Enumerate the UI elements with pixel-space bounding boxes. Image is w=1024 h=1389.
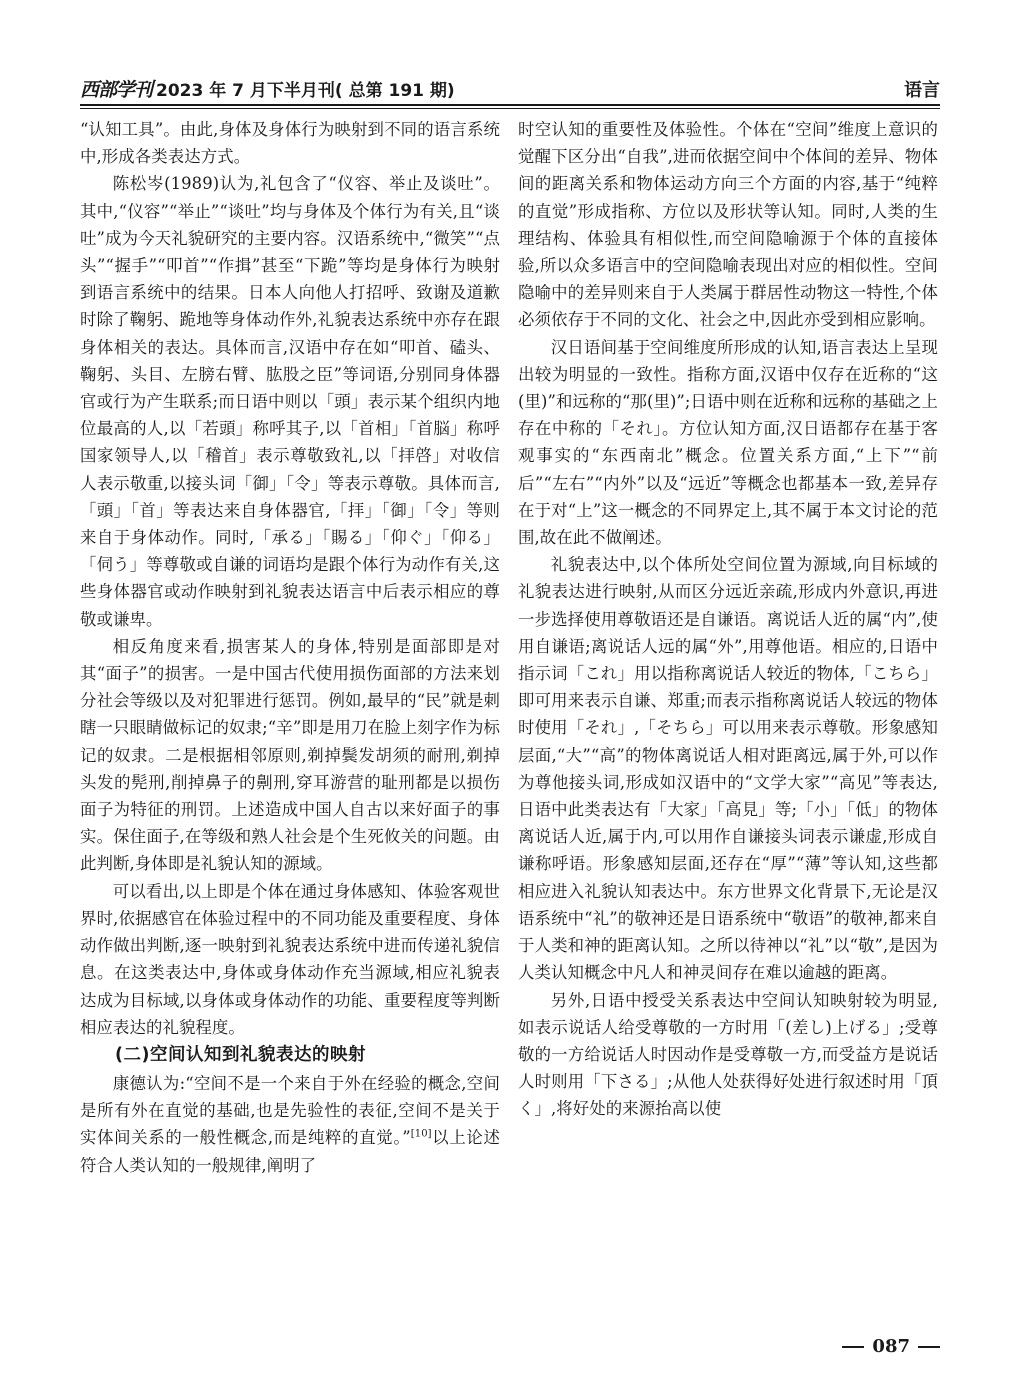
issue-info: 2023 年 7 月下半月刊( 总第 191 期)	[156, 81, 455, 101]
paragraph-text: 以上论述符合人类认知的一般规律,阐明了	[80, 1128, 500, 1175]
paragraph	[80, 633, 500, 878]
left-column	[80, 116, 500, 1179]
page-number: 087	[872, 1336, 910, 1357]
paragraph	[518, 334, 938, 552]
header-rule-thin	[80, 108, 940, 109]
journal-logo: 西部学刊	[80, 79, 153, 101]
citation-ref: [10]	[410, 1128, 432, 1140]
paragraph-text: “认知工具”。由此,身体及身体行为映射到不同的语言系统中,形成各类表达方式。	[80, 120, 500, 167]
right-column	[518, 116, 938, 1123]
footer-dash-left	[842, 1346, 864, 1348]
page-footer	[842, 1336, 940, 1357]
header-rule-thick	[80, 104, 940, 106]
running-header	[80, 64, 940, 104]
paragraph	[518, 116, 938, 334]
paragraph-text: 陈松岑(1989)认为,礼包含了“仪容、举止及谈吐”。其中,“仪容”“举止”“谈吐”均与身体及个体行为有关,且“谈吐”成为今天礼貌研究的主要内容。汉语系统中,“微笑”“点头”“握手”“叩首”“作揖”甚至“下跪”等均是身体行为映射到语言系统中的结果。日本人向他人打招呼、致谢及道歉时除了鞠躬、跪地等身体动作外,礼貌表达系统中亦存在跟身体相关的表达。具体而言,汉语中存在如“叩首、磕头、鞠躬、头目、左膀右臂、肱股之臣”等词语,分别同身体器官或行为产生联系;而日语中则以「頭」表示某个组织内地位最高的人,以「若頭」称呼其子,以「首相」「首脳」称呼国家领导人,以「稽首」表示尊敬致礼,以「拝啓」对收信人表示敬重,以接头词「御」「令」等表示尊敬。具体而言,「頭」「首」等表达来自身体器官,「拝」「御」「令」等则来自于身体动作。同时,「承る」「賜る」「仰ぐ」「仰る」「伺う」等尊敬或自谦的词语均是跟个体行为动作有关,这些身体器官或动作映射到礼貌表达语言中后表示相应的尊敬或谦卑。	[80, 174, 500, 629]
paragraph-text: 另外,日语中授受关系表达中空间认知映射较为明显,如表示说话人给受尊敬的一方时用「(差し)上げる」;受尊敬的一方给说话人时因动作是受尊敬一方,而受益方是说话人时则用「下さる」;从他人处获得好处进行叙述时用「頂く」,将好处的来源抬高以使	[518, 990, 938, 1119]
paragraph-text: 康德认为:“空间不是一个来自于外在经验的概念,空间是所有外在直觉的基础,也是先验性的表征,空间不是关于实体间关系的一般性概念,而是纯粹的直觉。”	[80, 1073, 500, 1148]
paragraph-text: 礼貌表达中,以个体所处空间位置为源域,向目标域的礼貌表达进行映射,从而区分远近亲疏,形成内外意识,再进一步选择使用尊敬语还是自谦语。离说话人近的属“内”,使用自谦语;离说话人远的属“外”,用尊他语。相应的,日语中指示词「これ」用以指称离说话人较近的物体,「こちら」即可用来表示自谦、郑重;而表示指称离说话人较远的物体时使用「それ」,「そちら」可以用来表示尊敬。形象感知层面,“大”“高”的物体离说话人相对距离远,属于外,可以作为尊他接头词,形成如汉语中的“文学大家”“高见”等表达,日语中此类表达有「大家」「高見」等;「小」「低」的物体离说话人近,属于内,可以用作自谦接头词表示谦虚,形成自谦称呼语。形象感知层面,还存在“厚”“薄”等认知,这些都相应进入礼貌认知表达中。东方世界文化背景下,无论是汉语系统中“礼”的敬神还是日语系统中“敬语”的敬神,都来自于人类和神的距离认知。之所以待神以“礼”以“敬”,是因为人类认知概念中凡人和神灵间存在难以逾越的距离。	[518, 555, 938, 983]
journal-issue-line	[80, 81, 455, 104]
paragraph-text: 时空认知的重要性及体验性。个体在“空间”维度上意识的觉醒下区分出“自我”,进而依据空间中个体间的差异、物体间的距离关系和物体运动方向三个方面的内容,基于“纯粹的直觉”形成指称、方位以及形状等认知。同时,人类的生理结构、体验具有相似性,而空间隐喻源于个体的直接体验,所以众多语言中的空间隐喻表现出对应的相似性。空间隐喻中的差异则来自于人类属于群居性动物这一特性,个体必须依存于不同的文化、社会之中,因此亦受到相应影响。	[518, 120, 938, 330]
paragraph	[80, 116, 500, 170]
paragraph	[80, 1070, 500, 1179]
paragraph	[518, 551, 938, 986]
paragraph-text: 汉日语间基于空间维度所形成的认知,语言表达上呈现出较为明显的一致性。指称方面,汉语中仅存在近称的“这(里)”和远称的“那(里)”;日语中则在近称和远称的基础之上存在中称的「それ」。方位认知方面,汉日语都存在基于客观事实的“东西南北”概念。位置关系方面,“上下”“前后”“左右”“内外”以及“远近”等概念也都基本一致,差异存在于对“上”这一概念的不同界定上,其不属于本文讨论的范围,故在此不做阐述。	[518, 337, 938, 548]
paragraph-text: 可以看出,以上即是个体在通过身体感知、体验客观世界时,依据感官在体验过程中的不同功能及重要程度、身体动作做出判断,逐一映射到礼貌表达系统中进而传递礼貌信息。在这类表达中,身体或身体动作充当源域,相应礼貌表达成为目标域,以身体或身体动作的功能、重要程度等判断相应表达的礼貌程度。	[80, 881, 500, 1037]
paragraph	[80, 878, 500, 1041]
paragraph	[80, 170, 500, 632]
paragraph	[518, 987, 938, 1123]
footer-dash-right	[918, 1346, 940, 1348]
section-name: 语言	[904, 80, 940, 101]
section-heading: (二)空间认知到礼貌表达的映射	[115, 1044, 366, 1065]
paragraph-text: 相反角度来看,损害某人的身体,特别是面部即是对其“面子”的损害。一是中国古代使用损伤面部的方法来划分社会等级以及对犯罪进行惩罚。例如,最早的“民”就是刺瞎一只眼睛做标记的奴隶;“辛”即是用刀在脸上刻字作为标记的奴隶。二是根据相邻原则,剃掉鬓发胡须的耐刑,剃掉头发的髡刑,削掉鼻子的劓刑,穿耳游营的耻刑都是以损伤面子为特征的刑罚。上述造成中国人自古以来好面子的事实。保住面子,在等级和熟人社会是个生死攸关的问题。由此判断,身体即是礼貌认知的源域。	[80, 636, 500, 874]
